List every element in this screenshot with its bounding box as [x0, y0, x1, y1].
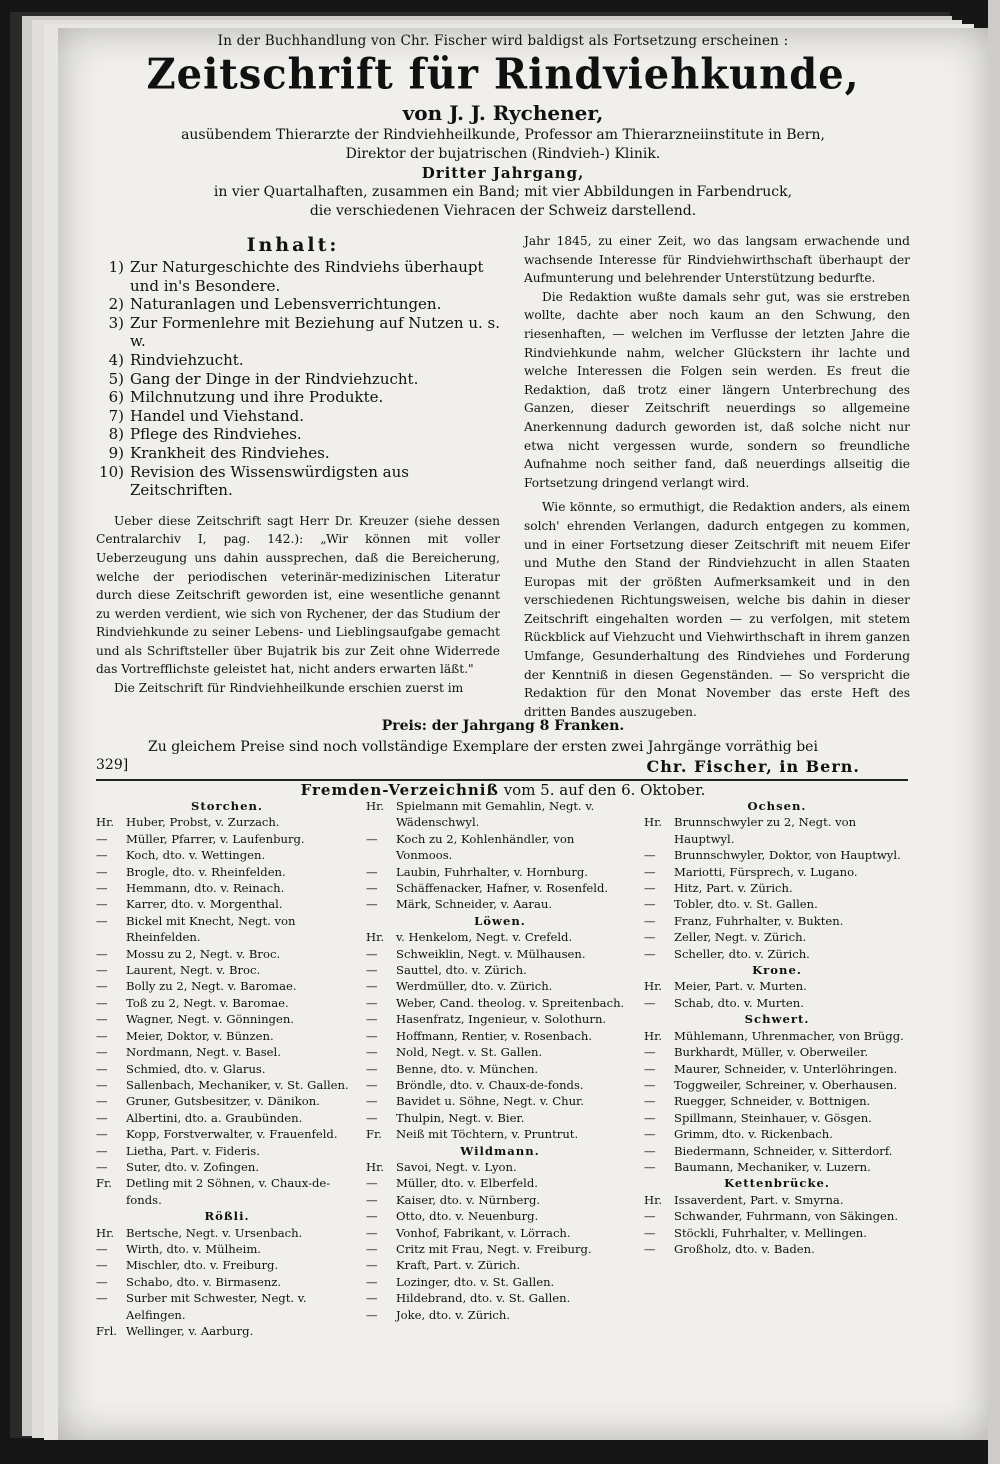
list-item [366, 1011, 634, 1027]
list-item [96, 880, 358, 896]
guest-prefix: — [644, 881, 656, 896]
guest-entry: Benne, dto. v. München. [396, 1061, 539, 1076]
guest-prefix: — [644, 913, 656, 928]
guest-entry: Großholz, dto. v. Baden. [674, 1241, 815, 1256]
list-item [366, 1044, 634, 1060]
guest-prefix: — [366, 995, 378, 1010]
list-item [366, 978, 634, 994]
guest-entry: Lietha, Part. v. Fideris. [126, 1143, 260, 1158]
guest-entry: Grimm, dto. v. Rickenbach. [674, 1127, 833, 1142]
list-item [96, 847, 358, 863]
guest-prefix: — [96, 864, 108, 879]
list-item [366, 798, 634, 831]
guest-prefix: Hr. [96, 1225, 115, 1240]
ad-number: 329] [96, 757, 129, 773]
first-appeared-line: Die Zeitschrift für Rindviehheilkunde erschien zuerst im [114, 681, 464, 696]
list-item [644, 896, 910, 912]
list-item [644, 1126, 910, 1142]
guest-prefix: — [366, 1094, 378, 1109]
list-item [96, 1061, 358, 1077]
list-item: 3) Zur Formenlehre mit Beziehung auf Nutzen u. s. w. [108, 313, 500, 351]
guest-entry: Schmied, dto. v. Glarus. [126, 1061, 266, 1076]
guest-entry: Ruegger, Schneider, v. Bottnigen. [674, 1094, 871, 1109]
guest-entry: Meier, Part. v. Murten. [674, 979, 807, 994]
list-item: 7) Handel und Viehstand. [108, 406, 305, 425]
guest-entry: Wirth, dto. v. Mülheim. [126, 1241, 261, 1256]
guest-prefix: Hr. [644, 1192, 663, 1207]
guest-prefix: — [96, 1094, 108, 1109]
guest-entry: Sallenbach, Mechaniker, v. St. Gallen. [126, 1077, 349, 1092]
list-item [366, 995, 634, 1011]
list-item: 9) Krankheit des Rindviehes. [108, 443, 330, 462]
list-item [366, 896, 634, 912]
guest-prefix: — [96, 1143, 108, 1158]
list-item [366, 1208, 634, 1224]
list-item [96, 1143, 358, 1159]
guest-entry: Savoi, Negt. v. Lyon. [396, 1159, 517, 1174]
guest-prefix: — [96, 995, 108, 1010]
guest-prefix: — [366, 1241, 378, 1256]
guest-prefix: — [96, 1258, 108, 1273]
list-item [644, 1208, 910, 1224]
guest-prefix: — [96, 946, 108, 961]
list-item [366, 1126, 634, 1142]
advertisement-body [96, 232, 910, 737]
guest-entry: Nold, Negt. v. St. Gallen. [396, 1045, 543, 1060]
list-item [366, 962, 634, 978]
guest-entry: Laubin, Fuhrhalter, v. Hornburg. [396, 864, 588, 879]
list-item [366, 864, 634, 880]
list-item [366, 1159, 634, 1175]
list-item [644, 913, 910, 929]
guest-entry: Koch zu 2, Kohlenhändler, von Vonmoos. [396, 831, 575, 863]
guest-entry: Critz mit Frau, Negt. v. Freiburg. [396, 1241, 592, 1256]
author-name: von J. J. Rychener, [402, 101, 604, 125]
guest-entry: Kopp, Forstverwalter, v. Frauenfeld. [126, 1127, 338, 1142]
guest-entry: Burkhardt, Müller, v. Oberweiler. [674, 1045, 869, 1060]
guest-entry: Karrer, dto. v. Morgenthal. [126, 897, 283, 912]
guest-entry: Albertini, dto. a. Graubünden. [126, 1110, 303, 1125]
list-item: 6) Milchnutzung und ihre Produkte. [108, 388, 384, 407]
guest-prefix: — [96, 1127, 108, 1142]
list-item [366, 831, 634, 864]
list-item [366, 1241, 634, 1257]
guest-entry: Toß zu 2, Negt. v. Baromae. [126, 995, 289, 1010]
guest-entry: Brogle, dto. v. Rheinfelden. [126, 864, 286, 879]
guest-prefix: Frl. [96, 1324, 117, 1338]
list-item [96, 1175, 358, 1208]
list-item [644, 1241, 910, 1257]
list-item [96, 864, 358, 880]
guest-prefix: — [644, 897, 656, 912]
author-title-line: Direktor der bujatrischen (Rindvieh-) Klinik. [345, 146, 661, 162]
guest-prefix: — [644, 1077, 656, 1092]
guest-entry: Stöckli, Fuhrhalter, v. Mellingen. [674, 1225, 867, 1240]
list-item [96, 1159, 358, 1175]
list-item [644, 1143, 910, 1159]
guest-entry: Mühlemann, Uhrenmacher, von Brügg. [674, 1028, 904, 1043]
copies-line: Zu gleichem Preise sind noch vollständige Exemplare der ersten zwei Jahrgänge vorräthig bei [148, 739, 818, 755]
guest-entry: Hildebrand, dto. v. St. Gallen. [396, 1291, 571, 1306]
guest-prefix: — [366, 1307, 378, 1322]
guest-entry: Neiß mit Töchtern, v. Pruntrut. [396, 1127, 579, 1142]
guest-prefix: Hr. [366, 799, 385, 813]
guest-entry: Wellinger, v. Aarburg. [126, 1324, 254, 1338]
guest-entry: Müller, dto. v. Elberfeld. [396, 1176, 538, 1191]
guest-entry: Bröndle, dto. v. Chaux-de-fonds. [396, 1077, 584, 1092]
list-item [366, 929, 634, 945]
guest-entry: Hoffmann, Rentier, v. Rosenbach. [396, 1028, 592, 1043]
list-item [644, 847, 910, 863]
list-item [366, 1307, 634, 1323]
guest-entry: Koch, dto. v. Wettingen. [126, 848, 266, 863]
list-item [96, 1093, 358, 1109]
guest-prefix: — [366, 963, 378, 978]
guest-entry: Otto, dto. v. Neuenburg. [396, 1209, 539, 1224]
guest-entry: Vonhof, Fabrikant, v. Lörrach. [396, 1225, 571, 1240]
publisher-signature: Chr. Fischer, in Bern. [646, 757, 860, 776]
guest-prefix: — [366, 1012, 378, 1027]
guest-prefix: — [366, 979, 378, 994]
guest-prefix: — [96, 881, 108, 896]
list-item [96, 913, 358, 946]
list-item [96, 1011, 358, 1027]
list-item [366, 1225, 634, 1241]
format-line: in vier Quartalhaften, zusammen ein Band; mit vier Abbildungen in Farbendruck, [213, 184, 793, 200]
guest-list [96, 798, 910, 1348]
guest-prefix: — [366, 1028, 378, 1043]
author-title-line: ausübendem Thierarzte der Rindviehheilkunde, Professor am Thierarzneiinstitute in Bern, [181, 127, 825, 143]
list-item [96, 1241, 358, 1257]
guest-entry: Mischler, dto. v. Freiburg. [126, 1258, 279, 1273]
guest-entry: Mossu zu 2, Negt. v. Broc. [126, 946, 281, 961]
list-item [96, 1126, 358, 1142]
list-item [96, 1028, 358, 1044]
guest-prefix: — [366, 1045, 378, 1060]
guest-entry: Nordmann, Negt. v. Basel. [126, 1045, 281, 1060]
guest-prefix: — [644, 848, 656, 863]
guest-entry: Hitz, Part. v. Zürich. [674, 881, 793, 896]
guest-entry: Sauttel, dto. v. Zürich. [396, 963, 527, 978]
guest-prefix: — [366, 831, 378, 846]
list-item [366, 1077, 634, 1093]
list-item [644, 880, 910, 896]
list-item [644, 1110, 910, 1126]
guest-prefix: — [366, 1291, 378, 1306]
guest-entry: Weber, Cand. theolog. v. Spreitenbach. [396, 995, 625, 1010]
guest-entry: Tobler, dto. v. St. Gallen. [674, 897, 818, 912]
list-item: 8) Pflege des Rindviehes. [108, 425, 302, 444]
guest-entry: Thulpin, Negt. v. Bier. [396, 1110, 525, 1125]
guest-prefix: — [96, 897, 108, 912]
guest-prefix: — [366, 1274, 378, 1289]
guest-entry: Kaiser, dto. v. Nürnberg. [396, 1192, 541, 1207]
guest-column [96, 798, 358, 1339]
guest-prefix: — [366, 897, 378, 912]
guest-entry: Brunnschwyler, Doktor, von Hauptwyl. [674, 848, 901, 863]
hotel-heading: Wildmann. [460, 1143, 540, 1158]
list-item: 5) Gang der Dinge in der Rindviehzucht. [108, 369, 419, 388]
guest-prefix: — [366, 864, 378, 879]
guest-prefix: Hr. [96, 815, 115, 830]
list-item [96, 1323, 358, 1339]
guest-prefix: — [366, 1225, 378, 1240]
guest-prefix: — [644, 1045, 656, 1060]
guest-prefix: — [644, 1241, 656, 1256]
guest-entry: Werdmüller, dto. v. Zürich. [396, 979, 553, 994]
guest-entry: v. Henkelom, Negt. v. Crefeld. [396, 930, 573, 945]
guest-entry: Surber mit Schwester, Negt. v. Aelfingen. [126, 1291, 307, 1322]
guest-prefix: — [644, 1127, 656, 1142]
guest-entry: Suter, dto. v. Zofingen. [126, 1159, 260, 1174]
guest-entry: Bickel mit Knecht, Negt. von Rheinfelden. [126, 913, 296, 945]
guest-prefix: — [644, 930, 656, 945]
guest-entry: Müller, Pfarrer, v. Laufenburg. [126, 831, 305, 846]
adjacent-page-strip [988, 0, 1000, 1464]
guest-entry: Schäffenacker, Hafner, v. Rosenfeld. [396, 881, 609, 896]
guest-entry: Spillmann, Steinhauer, v. Gösgen. [674, 1110, 872, 1125]
list-item [96, 1077, 358, 1093]
list-item: 2) Naturanlagen und Lebensverrichtungen. [108, 295, 442, 314]
guest-prefix: — [644, 864, 656, 879]
hotel-heading: Rößli. [204, 1209, 250, 1224]
list-item [644, 946, 910, 962]
guest-prefix: Fr. [366, 1127, 382, 1142]
guest-prefix: — [366, 1209, 378, 1224]
guest-column [644, 798, 910, 1257]
guest-prefix: Hr. [644, 1028, 663, 1043]
guest-prefix: — [644, 1094, 656, 1109]
guest-entry: Laurent, Negt. v. Broc. [126, 963, 261, 978]
list-item [366, 1175, 634, 1191]
list-item [96, 1110, 358, 1126]
guest-prefix: — [96, 1291, 108, 1306]
list-item [96, 978, 358, 994]
guest-entry: Huber, Probst, v. Zurzach. [126, 815, 280, 830]
hotel-heading: Krone. [752, 963, 802, 978]
guest-entry: Bolly zu 2, Negt. v. Baromae. [126, 979, 297, 994]
announcement-line: In der Buchhandlung von Chr. Fischer wird baldigst als Fortsetzung erscheinen : [217, 33, 789, 49]
edition-line: Dritter Jahrgang, [421, 164, 585, 182]
guest-entry: Wagner, Negt. v. Gönningen. [126, 1012, 294, 1027]
description-column [524, 232, 910, 721]
hotel-heading: Storchen. [191, 799, 263, 813]
guest-list-title: Fremden-Verzeichniß [300, 781, 499, 799]
guest-prefix: — [644, 1143, 656, 1158]
guest-prefix: — [644, 1159, 656, 1174]
guest-entry: Schwander, Fuhrmann, von Säkingen. [674, 1209, 899, 1224]
list-item [644, 978, 910, 994]
guest-prefix: — [366, 946, 378, 961]
guest-prefix: — [366, 1258, 378, 1273]
guest-prefix: — [96, 1045, 108, 1060]
guest-prefix: Fr. [96, 1176, 112, 1191]
list-item [96, 995, 358, 1011]
guest-entry: Hemmann, dto. v. Reinach. [126, 881, 285, 896]
guest-prefix: — [366, 1110, 378, 1125]
guest-prefix: — [96, 979, 108, 994]
guest-entry: Schweiklin, Negt. v. Mülhausen. [396, 946, 586, 961]
guest-prefix: — [644, 1061, 656, 1076]
guest-prefix: — [96, 1110, 108, 1125]
list-item [366, 1093, 634, 1109]
list-item [644, 1077, 910, 1093]
guest-entry: Brunnschwyler zu 2, Negt. von Hauptwyl. [674, 815, 857, 846]
list-item [644, 1159, 910, 1175]
description-paragraph: Wie könnte, so ermuthigt, die Redaktion anders, als einem solch' ehrenden Verlangen, dadurch entgegen zu kommen, und in einer Fortsetzung dieser Zeitschrift mit neuem Eifer und Muthe den Stand der Rindviehzucht in allen Staaten Europas mit der größten Aufmerksamkeit und in den verschiedenen Richtungsweisen, welche bis dahin in dieser Zeitschrift eingehalten worden — zu verfolgen, mit stetem Rückblick auf Viehzucht und Viehwirthschaft in ihrem ganzen Umfange, Gesunderhaltung des Rindviehes und Forderung der Kenntniß in diesen Gegenständen. — So verspricht die Redaktion für den Monat November das erste Heft des dritten Bandes auszugeben. [524, 500, 910, 719]
guest-prefix: — [96, 1012, 108, 1027]
guest-prefix: — [96, 831, 108, 846]
guest-entry: Zeller, Negt. v. Zürich. [674, 930, 807, 945]
guest-prefix: — [644, 1110, 656, 1125]
guest-prefix: — [366, 1061, 378, 1076]
guest-column [366, 798, 634, 1323]
list-item [366, 1061, 634, 1077]
description-paragraph: Jahr 1845, zu einer Zeit, wo das langsam erwachende und wachsende Interesse für Rindviehwirthschaft überhaupt der Aufmunterung und belehrender Unterstützung bedurfte. [524, 234, 910, 286]
list-item [366, 1192, 634, 1208]
list-item [96, 831, 358, 847]
guest-prefix: — [366, 881, 378, 896]
guest-prefix: — [366, 1077, 378, 1092]
list-item [96, 896, 358, 912]
guest-entry: Mariotti, Fürsprech, v. Lugano. [674, 864, 858, 879]
list-item [644, 995, 910, 1011]
guest-prefix: Hr. [366, 1159, 385, 1174]
guest-entry: Märk, Schneider, v. Aarau. [396, 897, 553, 912]
list-item [644, 1061, 910, 1077]
guest-entry: Franz, Fuhrhalter, v. Bukten. [674, 913, 844, 928]
guest-entry: Detling mit 2 Söhnen, v. Chaux-de-fonds. [126, 1176, 331, 1207]
contents-column [96, 232, 500, 698]
guest-entry: Spielmann mit Gemahlin, Negt. v. Wädenschwyl. [396, 799, 595, 830]
contents-heading: Inhalt: [246, 234, 340, 256]
contents-list [96, 258, 500, 500]
description-paragraph: Die Redaktion wußte damals sehr gut, was sie erstreben wollte, dachte aber noch kaum an den Schwung, den riesenhaften, — welchen im Verflusse der letzten Jahre die Rindviehkunde nahm, welcher Glückstern ihr lachte und welche Interessen die Folgen sein werden. Es freut die Redaktion, daß trotz einer längern Unterbrechung des Ganzen, dieser Zeitschrift neuerdings so allgemeine Anerkennung dadurch geworden ist, daß solche nicht nur etwa nicht vergessen wurde, sondern so freundliche Aufnahme noch seither fand, daß neuerdings allseitig die Fortsetzung dringend verlangt wird. [524, 289, 910, 490]
list-item [644, 1225, 910, 1241]
advertisement-header [96, 32, 910, 221]
guest-entry: Gruner, Gutsbesitzer, v. Dänikon. [126, 1094, 320, 1109]
list-item [366, 1257, 634, 1273]
guest-prefix: — [96, 913, 108, 928]
guest-entry: Meier, Doktor, v. Bünzen. [126, 1028, 274, 1043]
list-item [366, 880, 634, 896]
guest-prefix: — [96, 963, 108, 978]
guest-prefix: — [96, 1274, 108, 1289]
guest-prefix: — [96, 1028, 108, 1043]
guest-prefix: — [96, 1077, 108, 1092]
list-item [96, 814, 358, 830]
list-item [96, 1274, 358, 1290]
list-item [366, 1028, 634, 1044]
list-item [96, 1044, 358, 1060]
guest-entry: Bavidet u. Söhne, Negt. v. Chur. [396, 1094, 585, 1109]
guest-prefix: Hr. [644, 979, 663, 994]
list-item [644, 1093, 910, 1109]
list-item [644, 929, 910, 945]
guest-list-dates: vom 5. auf den 6. Oktober. [503, 781, 706, 799]
hotel-heading: Kettenbrücke. [724, 1176, 830, 1191]
guest-entry: Kraft, Part. v. Zürich. [396, 1258, 521, 1273]
list-item [96, 1257, 358, 1273]
list-item [644, 1192, 910, 1208]
list-item: 4) Rindviehzucht. [108, 350, 244, 369]
guest-prefix: — [366, 1192, 378, 1207]
guest-prefix: — [96, 1159, 108, 1174]
guest-prefix: Hr. [366, 930, 385, 945]
guest-entry: Schab, dto. v. Murten. [674, 995, 804, 1010]
guest-entry: Baumann, Mechaniker, v. Luzern. [674, 1159, 871, 1174]
guest-prefix: — [644, 995, 656, 1010]
guest-entry: Biedermann, Schneider, v. Sitterdorf. [674, 1143, 893, 1158]
guest-prefix: — [366, 1176, 378, 1191]
list-item [644, 1028, 910, 1044]
guest-entry: Lozinger, dto. v. St. Gallen. [396, 1274, 555, 1289]
guest-entry: Issaverdent, Part. v. Smyrna. [674, 1192, 844, 1207]
guest-entry: Schabo, dto. v. Birmasenz. [126, 1274, 282, 1289]
guest-prefix: — [644, 1209, 656, 1224]
list-item [366, 1290, 634, 1306]
hotel-heading: Schwert. [744, 1012, 810, 1027]
list-item [96, 946, 358, 962]
format-line: die verschiedenen Viehracen der Schweiz darstellend. [309, 203, 697, 219]
list-item [96, 962, 358, 978]
guest-entry: Maurer, Schneider, v. Unterlöhringen. [674, 1061, 898, 1076]
list-item: 10) Revision des Wissenswürdigsten aus Zeitschriften. [99, 462, 409, 500]
guest-prefix: — [644, 1225, 656, 1240]
hotel-heading: Löwen. [474, 913, 526, 928]
guest-entry: Bertsche, Negt. v. Ursenbach. [126, 1225, 303, 1240]
list-item [366, 946, 634, 962]
journal-title: Zeitschrift für Rindviehkunde, [146, 49, 860, 100]
list-item [644, 864, 910, 880]
list-item [366, 1110, 634, 1126]
guest-prefix: — [96, 848, 108, 863]
guest-prefix: — [96, 1061, 108, 1076]
guest-entry: Hasenfratz, Ingenieur, v. Solothurn. [396, 1012, 607, 1027]
guest-prefix: — [644, 946, 656, 961]
guest-entry: Scheller, dto. v. Zürich. [674, 946, 810, 961]
list-item: 1) Zur Naturgeschichte des Rindviehs überhaupt und in's Besondere. [108, 258, 484, 295]
list-item [644, 1044, 910, 1060]
hotel-heading: Ochsen. [747, 799, 807, 813]
guest-prefix: — [96, 1241, 108, 1256]
price-line: Preis: der Jahrgang 8 Franken. [381, 718, 625, 734]
list-item [644, 814, 910, 847]
list-item [96, 1290, 358, 1323]
list-item [96, 1225, 358, 1241]
guest-entry: Joke, dto. v. Zürich. [396, 1307, 511, 1322]
guest-prefix: Hr. [644, 815, 663, 830]
review-quote: Ueber diese Zeitschrift sagt Herr Dr. Kreuzer (siehe dessen Centralarchiv I, pag. 142.): „Wir können mit voller Ueberzeugung uns dahin aussprechen, daß die Bereicherung, welche der periodischen veterinär-medizinischen Literatur durch diese Zeitschrift geworden ist, eine wesentliche genannt zu werden verdient, wie sich von Rychener, der das Studium der Rindviehkunde zu seiner Lebens- und Lieblingsaufgabe gemacht und als Schriftsteller über Bujatrik bis zur Zeit ohne Widerrede das Vortrefflichste geleistet hat, nicht anders erwarten läßt." [96, 513, 500, 677]
list-item [366, 1274, 634, 1290]
guest-entry: Toggweiler, Schreiner, v. Oberhausen. [674, 1077, 898, 1092]
guest-list-heading [96, 781, 910, 799]
